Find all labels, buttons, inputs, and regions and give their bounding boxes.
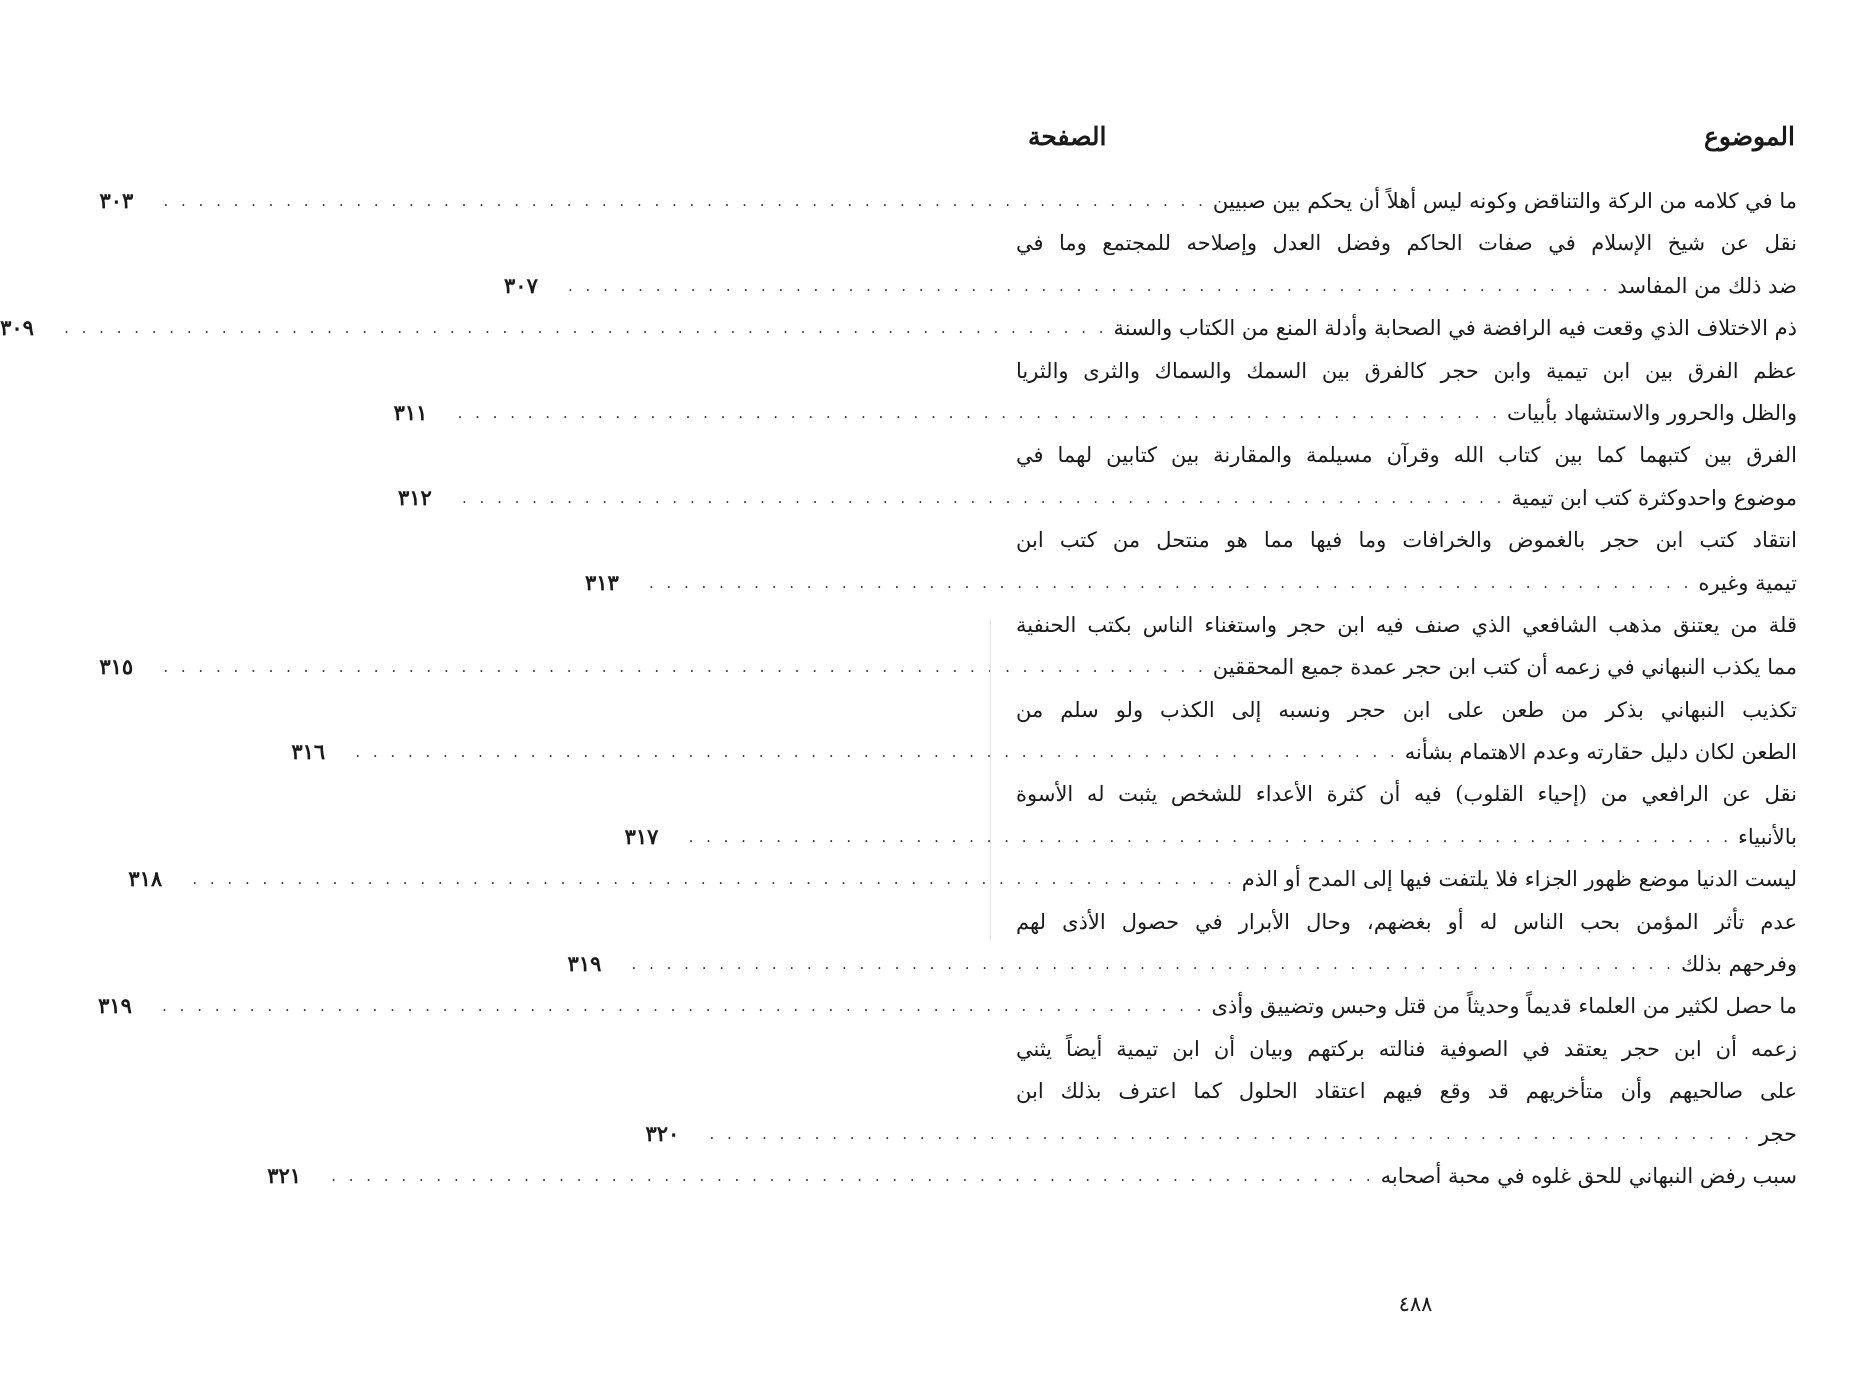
leader-dots <box>562 265 1617 307</box>
toc-entry-page: ٣١٥ <box>99 654 134 680</box>
toc-entry-last-line <box>267 1155 1797 1197</box>
toc-entry-last-line <box>645 1113 1797 1155</box>
toc-entry-line: على صالحيهم وأن متأخريهم قد وقع فيهم اعتقاد الحلول كما اعترف بذلك ابن <box>1016 1079 1797 1104</box>
toc-entry-page: ٣١٢ <box>398 484 432 510</box>
leader-dots <box>58 307 1113 349</box>
toc-entry-text: ذم الاختلاف الذي وقعت فيه الرافضة في الصحابة وأدلة المنع من الكتاب والسنة <box>1113 316 1797 341</box>
toc-entry-text: ما حصل لكثير من العلماء قديماً وحديثاً من قتل وحبس وتضييق وأذى <box>1211 994 1797 1019</box>
toc-entry-page: ٣١٣ <box>584 569 619 595</box>
toc-entry <box>267 1155 1797 1197</box>
toc-entry-line: عدم تأثر المؤمن بحب الناس له أو بغضهم، وحال الأبرار في حصول الأذى لهم <box>1016 909 1797 934</box>
toc-entry-last-line <box>128 858 1797 900</box>
toc-entry-last-line <box>393 392 1797 434</box>
leader-dots <box>683 816 1738 858</box>
toc-entry-text: موضوع واحدوكثرة كتب ابن تيمية <box>1511 485 1797 510</box>
toc-entry-line: تكذيب النبهاني بذكر من طعن على ابن حجر ونسبه إلى الكذب ولو سلم من <box>1016 697 1797 722</box>
toc-entry <box>99 180 1797 222</box>
leader-dots <box>626 943 1681 985</box>
toc-entry <box>645 1028 1797 1155</box>
toc-entry-page: ٣١٨ <box>128 866 163 892</box>
leader-dots <box>156 985 1211 1027</box>
toc-entry-text: سبب رفض النبهاني للحق غلوه في محبة أصحابه <box>1380 1163 1797 1188</box>
toc-entry <box>128 858 1797 900</box>
toc-entry-line: الفرق بين كتبهما كما بين كتاب الله وقرآن مسيلمة والمقارنة بين كتابين لهما في <box>1016 443 1797 468</box>
toc-entry-page: ٣٠٣ <box>99 188 134 213</box>
toc-entry-line: زعمه أن ابن حجر يعتقد في الصوفية فنالته بركتهم وبيان أن ابن تيمية أيضاً يثني <box>1016 1036 1797 1061</box>
toc-entry-page: ٣١٧ <box>624 823 659 849</box>
leader-dots <box>349 731 1404 773</box>
leader-dots <box>452 392 1507 434</box>
leader-dots <box>643 562 1698 604</box>
toc-entry-last-line <box>0 307 1797 349</box>
toc-entry-last-line <box>99 646 1797 688</box>
toc-entry-last-line <box>98 985 1797 1027</box>
toc-entry-text: والظل والحرور والاستشهاد بأبيات <box>1507 400 1797 425</box>
toc-entry-last-line <box>567 943 1797 985</box>
toc-header <box>1028 116 1795 156</box>
page-column-label: الصفحة <box>1028 121 1107 151</box>
toc-entry-line: عظم الفرق بين ابن تيمية وابن حجر كالفرق بين السمك والسماك والثرى والثريا <box>1016 358 1797 383</box>
scan-edge-line <box>990 620 991 940</box>
toc-entry <box>398 434 1797 519</box>
toc-entry-text: مما يكذب النبهاني في زعمه أن كتب ابن حجر عمدة جميع المحققين <box>1212 655 1797 680</box>
toc-entry-page: ٣٠٧ <box>504 272 538 298</box>
table-of-contents <box>0 180 1797 1197</box>
leader-dots <box>456 477 1511 519</box>
toc-entry-line: قلة من يعتنق مذهب الشافعي الذي صنف فيه ابن حجر واستغناء الناس بكتب الحنفية <box>1016 612 1797 637</box>
leader-dots <box>157 646 1212 688</box>
toc-entry-text: ضد ذلك من المفاسد <box>1617 273 1797 298</box>
toc-entry-last-line <box>291 731 1797 773</box>
toc-entry-last-line <box>584 562 1797 604</box>
toc-entry <box>98 985 1797 1027</box>
leader-dots <box>703 1113 1758 1155</box>
page-number: ٤٨٨ <box>1398 1292 1433 1316</box>
toc-entry-line: نقل عن الرافعي من (إحياء القلوب) فيه أن كثرة الأعداء للشخص يثبت له الأسوة <box>1016 782 1797 807</box>
toc-entry-text: بالأنبياء <box>1737 824 1797 849</box>
toc-entry-last-line <box>504 265 1797 307</box>
toc-entry-text: وفرحهم بذلك <box>1680 952 1797 977</box>
toc-entry-last-line <box>398 477 1797 519</box>
toc-entry-text: تيمية وغيره <box>1698 570 1797 595</box>
toc-entry-page: ٣٢١ <box>267 1162 302 1188</box>
leader-dots <box>186 858 1241 900</box>
toc-entry-line: نقل عن شيخ الإسلام في صفات الحاكم وفضل العدل وإصلاحه للمجتمع وما في <box>1016 231 1797 256</box>
toc-entry-text: ما في كلامه من الركة والتناقض وكونه ليس أهلاً أن يحكم بين صبيين <box>1212 189 1797 213</box>
leader-dots <box>157 180 1212 222</box>
toc-entry <box>393 350 1797 435</box>
topic-column-label: الموضوع <box>1704 121 1795 151</box>
toc-entry-page: ٣٢٠ <box>645 1120 680 1146</box>
toc-entry-text: حجر <box>1758 1121 1797 1146</box>
toc-entry-line: انتقاد كتب ابن حجر بالغموض والخرافات وما فيها مما هو منتحل من كتب ابن <box>1016 528 1797 553</box>
toc-entry-page: ٣١٩ <box>567 951 602 977</box>
toc-entry <box>99 604 1797 689</box>
toc-entry-page: ٣١٩ <box>98 993 132 1019</box>
toc-entry <box>567 901 1797 986</box>
toc-entry-text: الطعن لكان دليل حقارته وعدم الاهتمام بشأنه <box>1404 740 1797 765</box>
toc-entry-text: ليست الدنيا موضع ظهور الجزاء فلا يلتفت فيها إلى المدح أو الذم <box>1241 867 1797 892</box>
toc-entry <box>624 773 1797 858</box>
toc-entry-page: ٣٠٩ <box>0 315 34 341</box>
toc-entry-last-line <box>624 816 1797 858</box>
toc-entry-page: ٣١٦ <box>291 739 326 765</box>
leader-dots <box>325 1155 1380 1197</box>
toc-entry <box>0 307 1797 349</box>
toc-entry <box>584 519 1797 604</box>
toc-entry <box>504 222 1797 307</box>
toc-entry-page: ٣١١ <box>393 399 428 425</box>
toc-entry <box>291 689 1797 774</box>
toc-entry-last-line <box>99 180 1797 222</box>
